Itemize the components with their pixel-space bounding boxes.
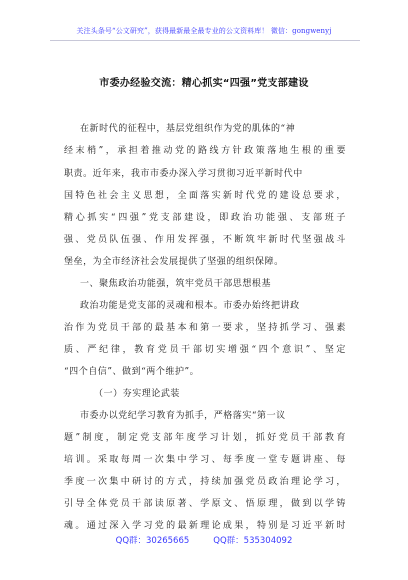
subsection-heading: （一）夯实理论武装 <box>94 389 180 399</box>
paragraph-line: 政治功能是党支部的灵魂和根本。市委办始终把讲政 <box>80 301 300 311</box>
qq-group-left: QQ群：30265665 <box>115 536 190 546</box>
paragraph-line: 精心抓实“四强”党支部建设，即政治功能强、支部班子 <box>64 213 346 223</box>
paragraph-line: 引导全体党员干部读原著、学原文、悟原理，做到以学铸 <box>64 499 346 509</box>
paragraph-line: 题”制度，制定党支部年度学习计划，抓好党员干部教育 <box>64 433 346 443</box>
paragraph-line: 魂。通过深入学习党的最新理论成果，特别是习近平新时 <box>64 521 346 531</box>
paragraph-line: 质、严纪律，教育党员干部切实增强“四个意识”、坚定 <box>64 345 346 355</box>
document-title: 市委办经验交流：精心抓实“四强”党支部建设 <box>99 78 309 89</box>
paragraph-line: 经末梢”，承担着推动党的路线方针政策落地生根的重要 <box>64 146 346 156</box>
paragraph-line: 季度一次集中研讨的方式，持续加强党员政治理论学习， <box>64 477 346 487</box>
paragraph-line: 强、党员队伍强、作用发挥强，不断筑牢新时代坚强战斗 <box>64 235 346 245</box>
footer-contact <box>0 534 408 546</box>
paragraph-line: 市委办以党纪学习教育为抓手，严格落实“第一议 <box>80 411 286 421</box>
paragraph-line: 职责。近年来，我市市委办深入学习贯彻习近平新时代中 <box>64 169 303 179</box>
paragraph-line: 治作为党员干部的最基本和第一要求，坚持抓学习、强素 <box>64 323 346 333</box>
paragraph-line: “四个自信”、做到“两个维护”。 <box>64 367 200 377</box>
qq-group-right: QQ群：535304092 <box>213 536 293 546</box>
paragraph-line: 国特色社会主义思想，全面落实新时代党的建设总要求， <box>64 191 346 201</box>
section-heading: 一、聚焦政治功能强，筑牢党员干部思想根基 <box>80 279 272 289</box>
paragraph-line: 堡垒，为全市经济社会发展提供了坚强的组织保障。 <box>64 257 284 267</box>
paragraph-line: 在新时代的征程中，基层党组织作为党的肌体的“神 <box>80 124 296 134</box>
header-divider <box>50 40 360 41</box>
header-banner: 关注头条号“公文研究”，获得最新最全最专业的公文资料库！ 微信：gongwenyj <box>76 27 332 35</box>
paragraph-line: 培训。采取每周一次集中学习、每季度一堂专题讲座、每 <box>64 455 346 465</box>
